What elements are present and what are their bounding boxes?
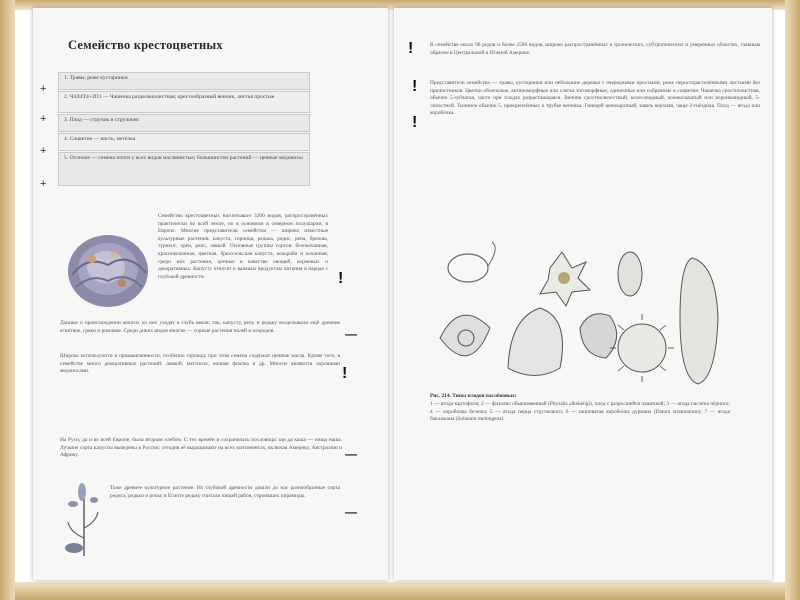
slide-frame-right [785,0,800,600]
key-row: 1. Травы, реже кустарники [58,72,310,90]
solanaceae-fruits-figure [430,238,730,388]
figure-caption-text: 1 — ягода картофеля; 2 — физалис обыкновенный (Physalis alkekengi), плод с разросшейся чашечкой; 3 — ягода паслёна чёрного; 4 — коробочка белены; 5 — ягода перца стручкового; 6 — шиповатая коробочка дурмана (Datura stramonium); 7 — ягода баклажана (Solanum melongena). [430,401,730,423]
slide-frame-bottom [0,582,800,600]
margin-exclamation-mark: ! [338,270,344,287]
slide-frame-left [0,0,15,600]
margin-plus-mark: + [40,145,47,157]
key-row: 3. Плод — стручок и стручочек [58,114,310,132]
margin-exclamation-mark: ! [342,365,348,382]
margin-plus-mark: + [40,178,47,190]
text-paragraph: Представители семейства — травы, кустарники или небольшие деревья с очередными простыми, реже перисторассечёнными листьями без прилистников. Цветки обоеполые, актиноморфные или слегка зигоморфные, одиночные или собранные в соцветия. Чашечка сростнолистная, обычно 5-зубчатая, часто при плодах разрастающаяся. Венчик сростнолепестный, колесовидный, колокольчатый или воронковидный, 5-лопастной. Тычинок обычно 5, прикреплённых к трубке венчика. Гинецей ценокарпный, завязь верхняя, чаще 2-гнёздная. Плод — ягода или коробочка. [430,80,760,117]
margin-dash-mark: — [345,327,357,341]
key-row: 5. Отличие — семена почти у всех видов маслянистые; большинство растений — ценные медоносы [58,152,310,186]
key-row: 2. Ч4Л4Т4+2П1 — Чашечка раздельнолистная; крестообразный венчик, листья простые [58,91,310,113]
key-row: 4. Соцветие — кисть, метёлка [58,133,310,151]
text-paragraph: Широко используются в промышленности, особенно горчица; при этом семена содержат ценные масла. Кроме того, в семействе много декоративных растений: левкой, маттиола, ночная фиалка и др. Многие являются хорошими медоносами. [60,353,340,375]
margin-exclamation-mark: ! [412,114,418,131]
family-key-table [58,72,310,200]
text-paragraph: Тоже древнее культурное растение. Из глубокой древности дошли до нас разнообразные сорта редиса, редьки и репы; в Египте редьку считали пищей рабов, строивших пирамиды. [110,485,340,499]
text-paragraph: В семействе около 90 родов и более 2500 видов, широко распространённых в тропических, субтропических и умеренных областях, главным образом в Центральной и Южной Америке. [430,42,760,56]
margin-plus-mark: + [40,113,47,125]
figure-caption-title: Рис. 214. Типы плодов паслёновых: [430,393,517,399]
margin-exclamation-mark: ! [412,78,418,95]
margin-exclamation-mark: ! [408,40,414,57]
margin-plus-mark: + [40,83,47,95]
text-paragraph: Семейство крестоцветных насчитывает 3200 видов, распространённых практически по всей земле, но в основном в северном полушарии, в Европе. Многие представители семейства — широко известные культурные растения: капуста, горчица, редька, редис, репа, брюква, турнепс, хрен, рапс, левкой. Основные группы сортов: белокочанная, краснокочанная, цветная, брюссельская капуста, кольраби и кочанная; среди них растения, ценные в качестве овощей, кормовых и декоративных. Капусту относят к важным продуктам питания в народе с глубокой древности. [158,213,328,280]
page-title: Семейство крестоцветных [68,38,223,52]
text-paragraph: Данные о происхождении многих из них уходят в глубь веков: так, капусту, репу и редьку возделывали ещё древние египтяне, греки и римляне. Среди диких видов многие — сорные растения полей и огородов. [60,320,340,334]
radish-sprig-illustration [62,478,104,556]
margin-dash-mark: — [345,505,357,519]
text-paragraph: На Руси, да и во всей Европе, была вторым хлебом. С тех времён и сохранилась пословица: щи да каша — пища наша. Лучшие сорта капусты выведены в России; сегодня её выращивают на всех континентах, включая Америку, Австралию и Африку. [60,437,342,459]
cabbage-illustration [62,225,154,313]
margin-dash-mark: — [345,447,357,461]
